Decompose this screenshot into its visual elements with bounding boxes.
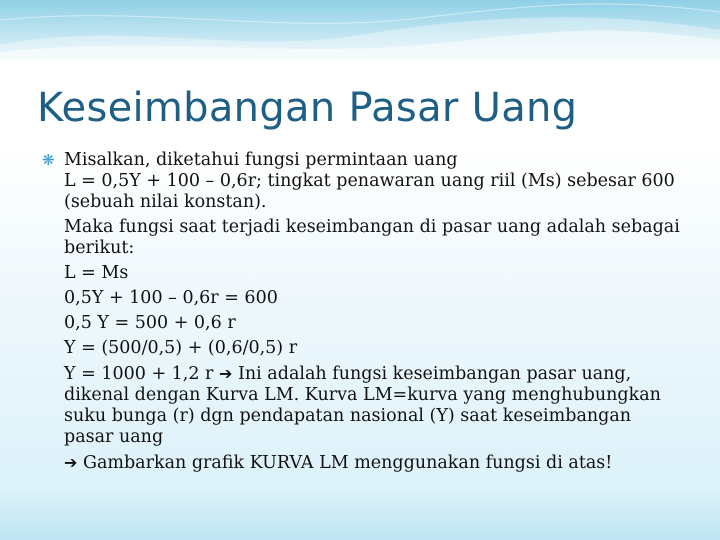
task-line [64,452,682,474]
header-band [0,0,720,60]
lm-explanation: Ini adalah fungsi keseimbangan pasar uang, dikenal dengan Kurva LM. Kurva LM=kurva yang menghubungkan suku bunga (r) dgn pendapatan nasional (Y) saat keseimbangan pasar uang [64,364,661,447]
equilibrium-intro-text: Maka fungsi saat terjadi keseimbangan di pasar uang adalah sebagai berikut: [64,217,680,258]
equation-line-5 [64,363,682,448]
right-arrow-icon: ➔ [219,364,233,383]
wave-decoration [0,0,720,60]
equation-line-2: 0,5Y + 100 – 0,6r = 600 [64,288,278,308]
footer-band [0,492,720,540]
task-text: Gambarkan grafik KURVA LM menggunakan fungsi di atas! [77,453,613,473]
scroll-bullet-icon: ❋ [42,151,55,169]
lm-formula: Y = 1000 + 1,2 r [64,364,219,384]
demand-function-text: L = 0,5Y + 100 – 0,6r; tingkat penawaran uang riil (Ms) sebesar 600 (sebuah nilai konstan). [64,171,675,212]
slide-body [42,150,682,474]
lead-text: Misalkan, diketahui fungsi permintaan uang [64,150,458,170]
equation-line-3: 0,5 Y = 500 + 0,6 r [64,313,236,333]
equation-line-4: Y = (500/0,5) + (0,6/0,5) r [64,338,298,358]
bullet-item [42,150,682,171]
equation-line-1: L = Ms [64,263,129,283]
right-arrow-icon: ➔ [64,453,78,472]
slide-title: Keseimbangan Pasar Uang [37,85,578,131]
